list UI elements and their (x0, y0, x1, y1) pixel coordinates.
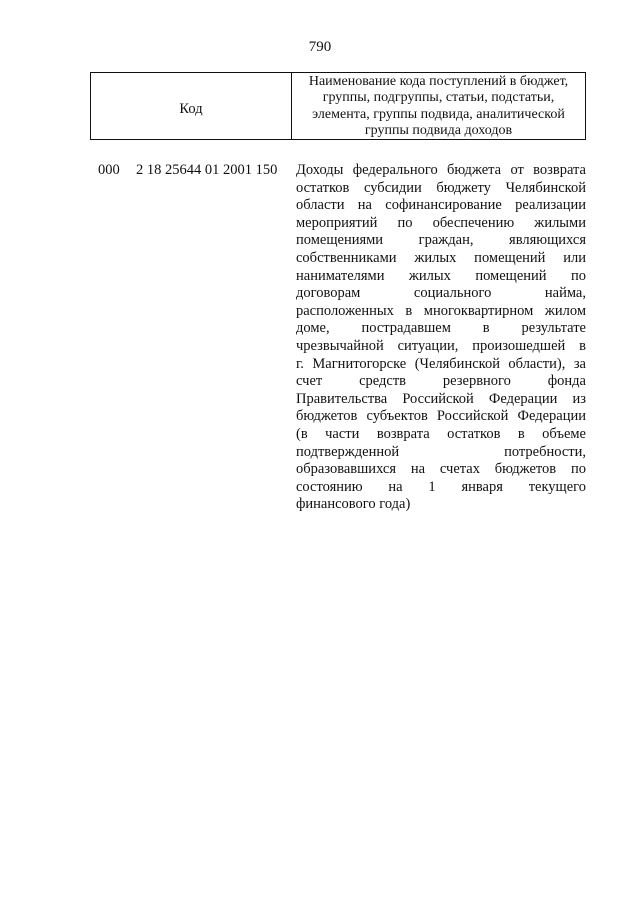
row-description (296, 162, 586, 514)
description-line: договорам социального найма, (296, 285, 586, 302)
description-line: состоянию на 1 января текущего (296, 478, 586, 495)
description-line: счет средств резервного фонда (296, 373, 586, 390)
description-line: доме, пострадавшем в результате (296, 320, 586, 337)
header-code-cell: Код (91, 73, 292, 139)
description-line: остатков субсидии бюджету Челябинской (296, 179, 586, 196)
description-line: г. Магнитогорске (Челябинской области), за (296, 355, 586, 372)
description-line: собственниками жилых помещений или (296, 249, 586, 266)
description-line: расположенных в многоквартирном жилом (296, 302, 586, 319)
header-name-cell: Наименование кода поступлений в бюджет, группы, подгруппы, статьи, подстатьи, элемента, группы подвида, аналитической группы подвида доходов (308, 73, 569, 138)
description-line: образовавшихся на счетах бюджетов по (296, 461, 586, 478)
description-line: помещениями граждан, являющихся (296, 232, 586, 249)
description-line: нанимателями жилых помещений по (296, 267, 586, 284)
row-income-code: 2 18 25644 01 2001 150 (136, 162, 278, 178)
description-line: Доходы федерального бюджета от возврата (296, 162, 586, 178)
description-line: бюджетов субъектов Российской Федерации (296, 408, 586, 425)
description-line: Правительства Российской Федерации из (296, 390, 586, 407)
table-header (90, 72, 586, 140)
description-line: (в части возврата остатков в объеме (296, 425, 586, 442)
description-line: финансового года) (296, 496, 411, 513)
page-number: 790 (308, 39, 332, 55)
description-line: чрезвычайной ситуации, произошедшей в (296, 337, 586, 354)
description-line: области на софинансирование реализации (296, 197, 586, 214)
description-line: мероприятий по обеспечению жилыми (296, 214, 586, 231)
row-admin-code: 000 (98, 162, 120, 178)
description-line: подтвержденной потребности, (296, 443, 586, 460)
